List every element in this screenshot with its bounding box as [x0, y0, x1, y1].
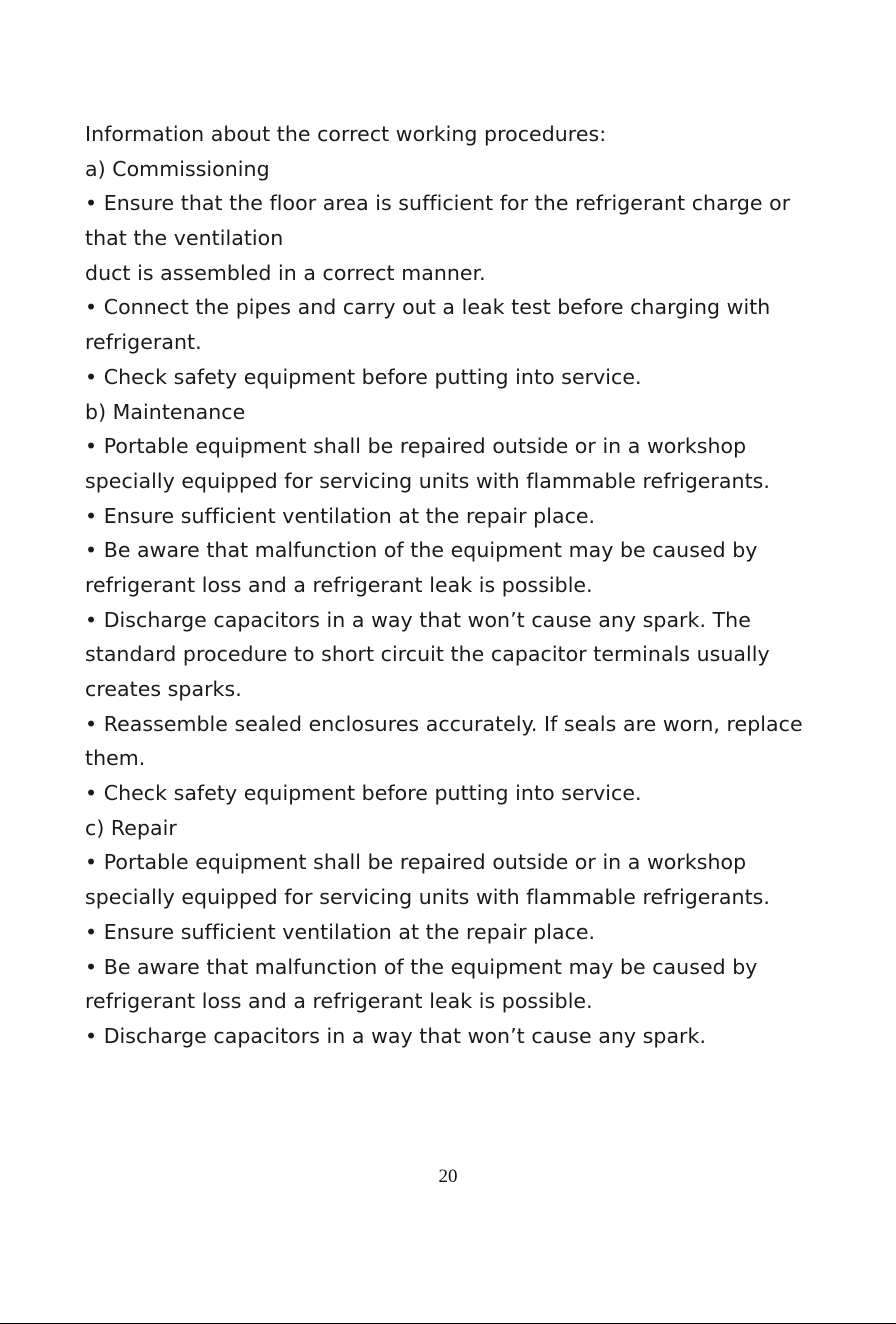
text-line: that the ventilation — [85, 226, 284, 251]
text-line: standard procedure to short circuit the capacitor terminals usually — [85, 642, 770, 667]
text-line: • Check safety equipment before putting into service. — [85, 781, 642, 806]
text-line: • Portable equipment shall be repaired outside or in a workshop — [85, 850, 747, 875]
text-line: • Ensure sufficient ventilation at the repair place. — [85, 919, 596, 944]
section-heading-maintenance: b) Maintenance — [85, 399, 246, 424]
procedures-text-block — [85, 117, 830, 1054]
text-line: specially equipped for servicing units with flammable refrigerants. — [85, 468, 770, 493]
section-heading-commissioning: a) Commissioning — [85, 156, 270, 181]
text-line: • Discharge capacitors in a way that won’t cause any spark. The — [85, 607, 751, 632]
intro-heading: Information about the correct working procedures: — [85, 122, 607, 146]
text-line: • Reassemble sealed enclosures accurately. If seals are worn, replace — [85, 711, 803, 736]
page-number: 20 — [438, 1166, 458, 1187]
text-line: • Connect the pipes and carry out a leak test before charging with — [85, 295, 771, 320]
text-line: • Ensure sufficient ventilation at the repair place. — [85, 503, 596, 528]
text-line: • Be aware that malfunction of the equipment may be caused by — [85, 954, 758, 979]
section-heading-repair: c) Repair — [85, 815, 177, 840]
text-line: duct is assembled in a correct manner. — [85, 260, 486, 285]
text-line: refrigerant. — [85, 330, 202, 355]
text-line: • Be aware that malfunction of the equipment may be caused by — [85, 538, 758, 563]
text-line: • Portable equipment shall be repaired outside or in a workshop — [85, 434, 747, 459]
text-line: them. — [85, 746, 146, 771]
text-line: specially equipped for servicing units with flammable refrigerants. — [85, 885, 770, 910]
text-line: • Discharge capacitors in a way that won’t cause any spark. — [85, 1023, 707, 1048]
text-line: creates sparks. — [85, 677, 242, 701]
text-line: refrigerant loss and a refrigerant leak is possible. — [85, 572, 593, 597]
text-line: • Ensure that the floor area is sufficient for the refrigerant charge or — [85, 191, 791, 216]
text-line: • Check safety equipment before putting into service. — [85, 364, 642, 389]
text-line: refrigerant loss and a refrigerant leak is possible. — [85, 989, 593, 1014]
